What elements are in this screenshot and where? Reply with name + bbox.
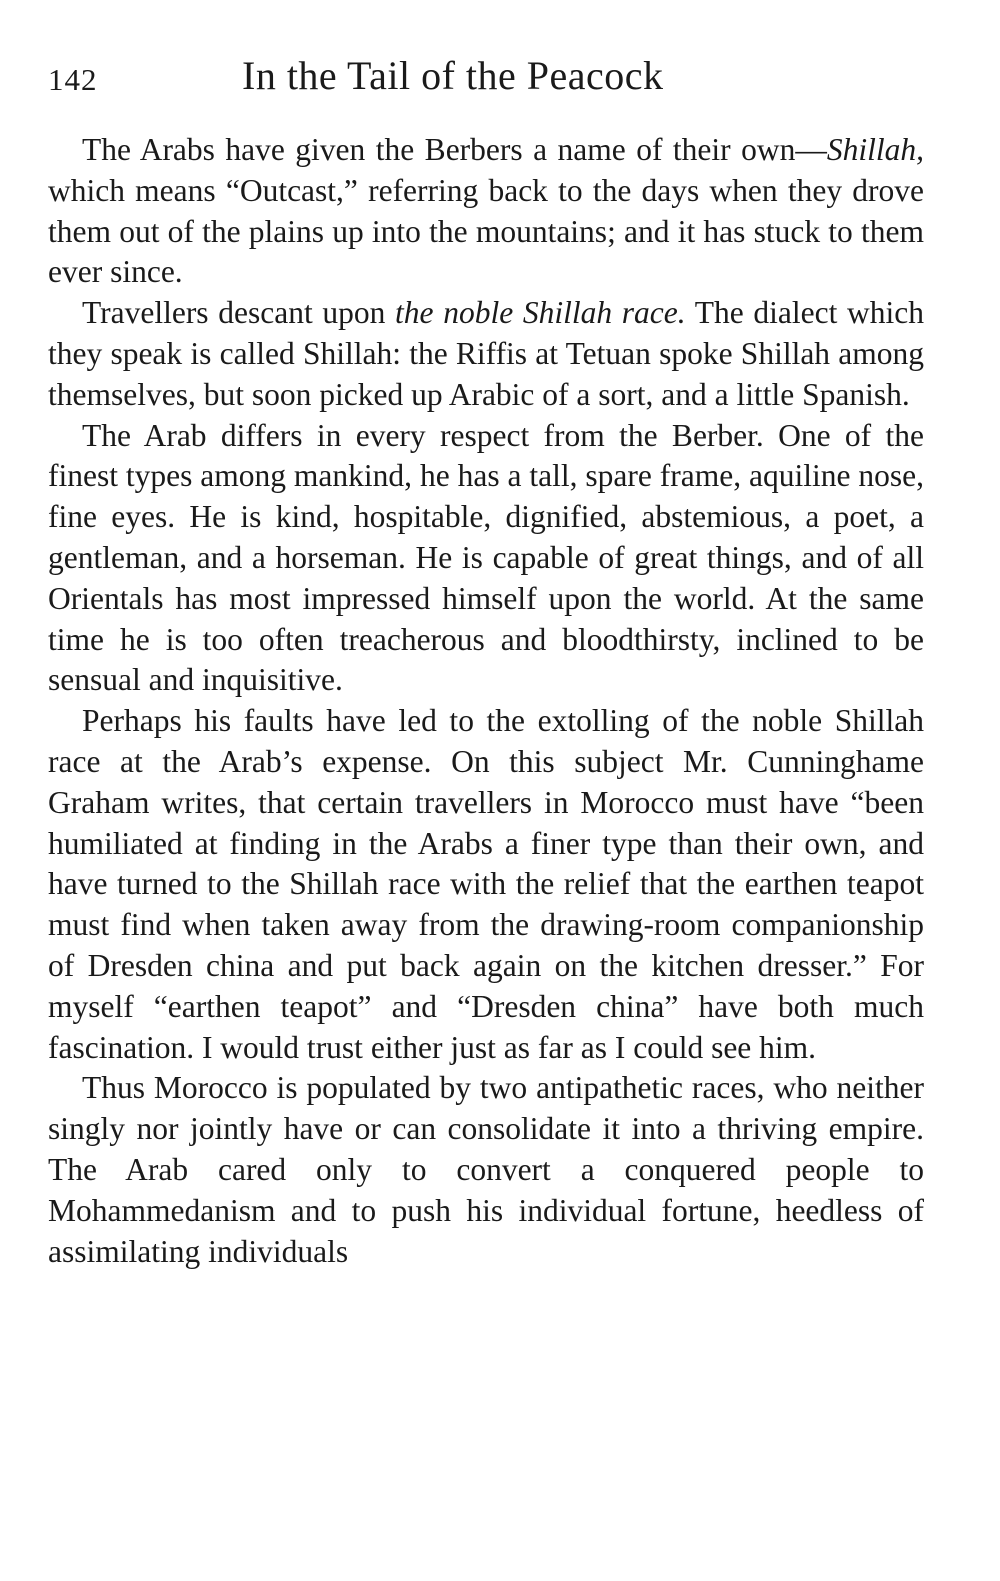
page-number: 142 (48, 62, 98, 97)
book-page (48, 52, 924, 1272)
paragraph: Perhaps his faults have led to the extolling of the noble Shillah race at the Arab’s expense. On this subject Mr. Cunninghame Graham writes, that certain travellers in Morocco must have “been humiliated at finding in the Arabs a finer type than their own, and have turned to the Shillah race with the relief that the earthen teapot must find when taken away from the drawing-room companionship of Dresden china and put back again on the kitchen dresser.” For myself “earthen teapot” and “Dresden china” have both much fascination. I would trust either just as far as I could see him. (48, 703, 924, 1065)
page-header (48, 52, 924, 108)
running-title: In the Tail of the Peacock (242, 53, 664, 98)
paragraph: The Arab differs in every respect from the Berber. One of the finest types among mankind, he has a tall, spare frame, aquiline nose, fine eyes. He is kind, hospitable, dignified, abstemious, a poet, a gentleman, and a horseman. He is capable of great things, and of all Orientals has most impressed himself upon the world. At the same time he is too often treacherous and bloodthirsty, inclined to be sensual and inquisitive. (48, 417, 924, 698)
paragraph: The Arabs have given the Berbers a name of their own—Shillah, which means “Outcast,” referring back to the days when they drove them out of the plains up into the mountains; and it has stuck to them ever since. (48, 132, 924, 290)
paragraph: Travellers descant upon the noble Shillah race. The dialect which they speak is called Shillah: the Riffis at Tetuan spoke Shillah among themselves, but soon picked up Arabic of a sort, and a little Spanish. (48, 295, 924, 412)
paragraph: Thus Morocco is populated by two antipathetic races, who neither singly nor jointly have or can consolidate it into a thriving empire. The Arab cared only to convert a conquered people to Mohammedanism and to push his individual fortune, heedless of assimilating individuals (48, 1070, 924, 1269)
body-text (48, 130, 924, 1272)
